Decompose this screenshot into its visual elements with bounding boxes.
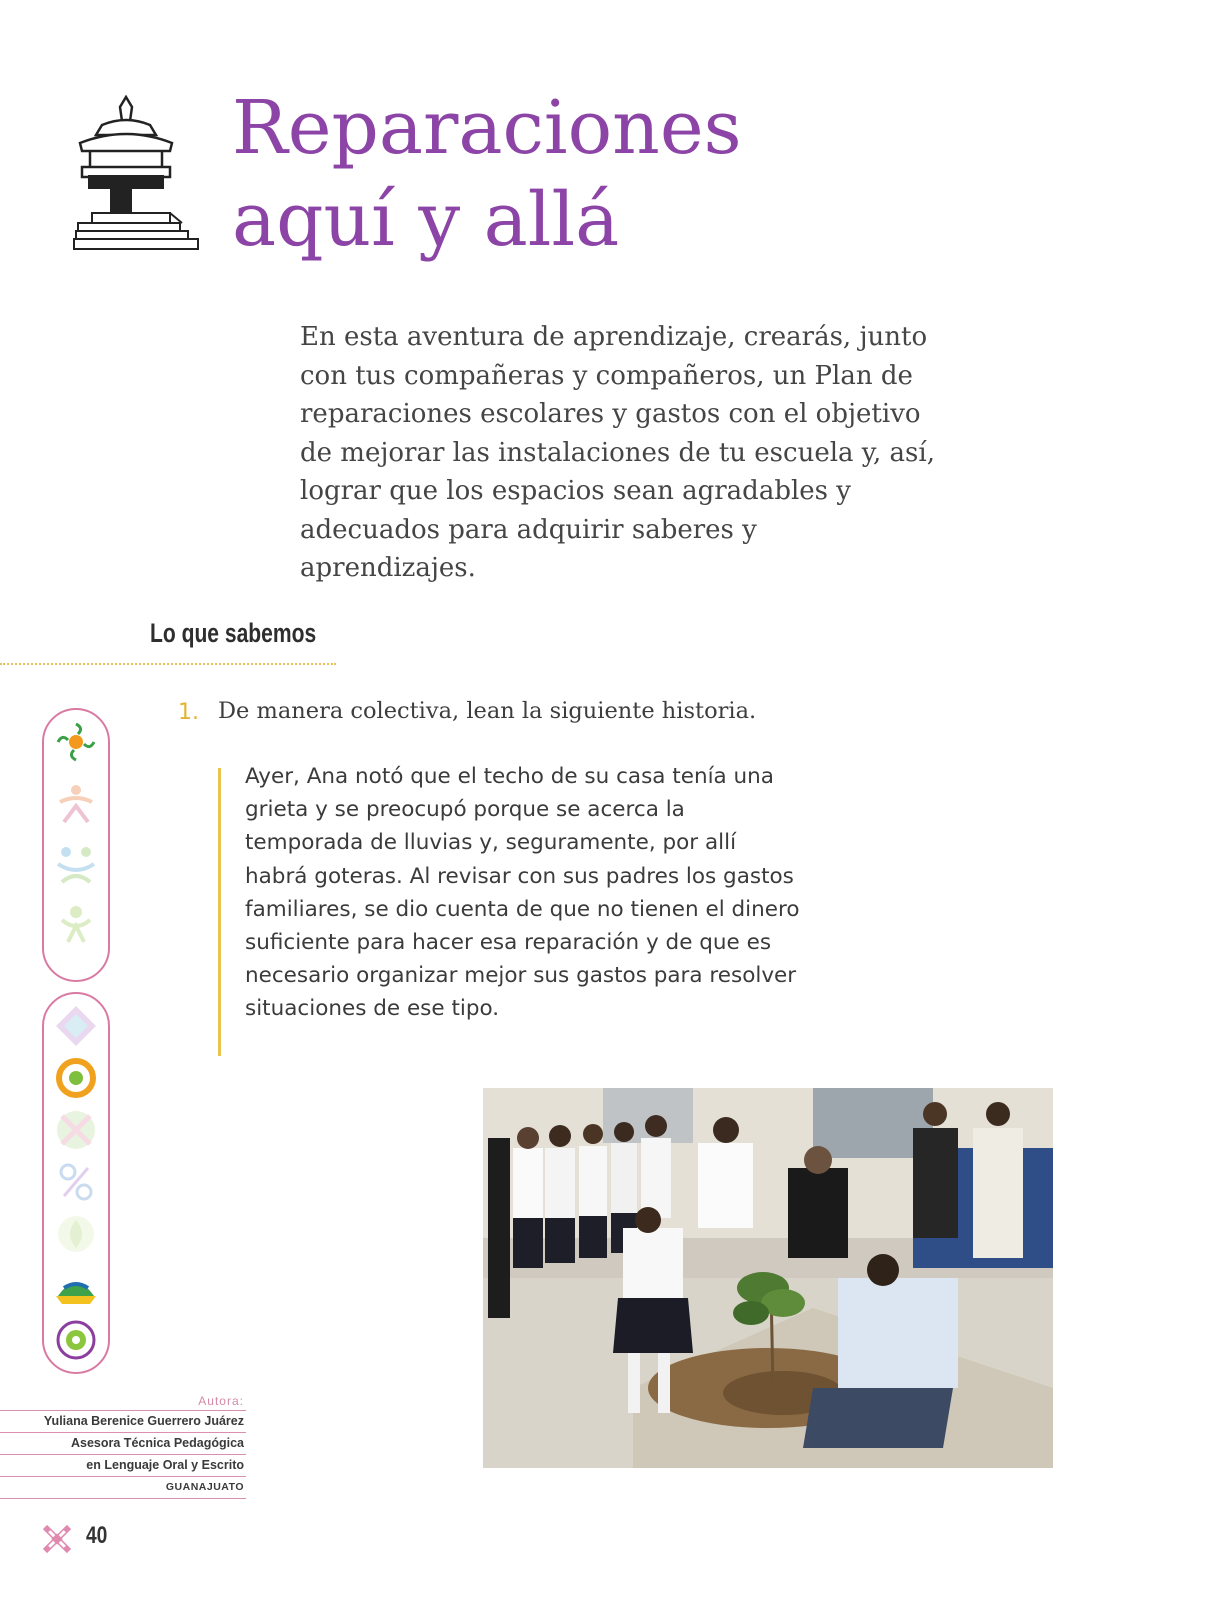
section-heading: Lo que sabemos (150, 618, 317, 648)
story-paragraph: Ayer, Ana notó que el techo de su casa tenía una grieta y se preocupó porque se acerca la temporada de lluvias y, seguramente, por allí habrá goteras. Al revisar con sus padres los gastos familiares, se dio cuenta de que no tienen el dinero suficiente para hacer esa reparación y de que es necesario organizar mejor sus gastos para resolver situaciones de ese tipo. (245, 764, 800, 1022)
author-name: Yuliana Berenice Guerrero Juárez (0, 1410, 246, 1432)
sidebar-icons-top (42, 708, 110, 982)
author-divider (0, 1498, 246, 1499)
title-line-2: aquí y allá (232, 177, 620, 263)
activity-number: 1. (178, 700, 199, 725)
figures-icon (54, 842, 98, 886)
title-line-1: Reparaciones (232, 85, 742, 171)
monument-icon (72, 95, 200, 253)
sidebar-icons-bottom (42, 992, 110, 1374)
page-number: 40 (86, 1522, 108, 1549)
story-accent-bar (218, 768, 221, 1056)
flower-icon (54, 720, 98, 764)
circle-icon (54, 1318, 98, 1362)
author-role: Asesora Técnica Pedagógica (0, 1432, 246, 1454)
page-title (232, 82, 932, 266)
intro-paragraph: En esta aventura de aprendizaje, crearás, junto con tus compañeras y compañeros, un Plan de reparaciones escolares y gastos con el objetivo de mejorar las instalaciones de tu escuela y, así, lograr que los espacios sean agradables y adecuados para adquirir saberes y aprendizajes. (300, 322, 935, 583)
author-credits (0, 1392, 246, 1499)
section-divider (0, 663, 336, 665)
star-pattern-icon (38, 1520, 76, 1558)
dancers-icon (54, 782, 98, 826)
author-state: GUANAJUATO (0, 1476, 246, 1498)
spiral-icon (54, 1056, 98, 1100)
dome-icon (54, 1266, 98, 1310)
percent-icon (54, 1160, 98, 1204)
author-label: Autora: (198, 1394, 244, 1408)
cross-icon (54, 1108, 98, 1152)
activity-instruction: De manera colectiva, lean la siguiente historia. (218, 698, 757, 724)
leaf-icon (54, 1212, 98, 1256)
diamond-icon (54, 1004, 98, 1048)
students-planting-tree-photo (483, 1088, 1053, 1468)
author-specialty: en Lenguaje Oral y Escrito (0, 1454, 246, 1476)
person-icon (54, 902, 98, 946)
